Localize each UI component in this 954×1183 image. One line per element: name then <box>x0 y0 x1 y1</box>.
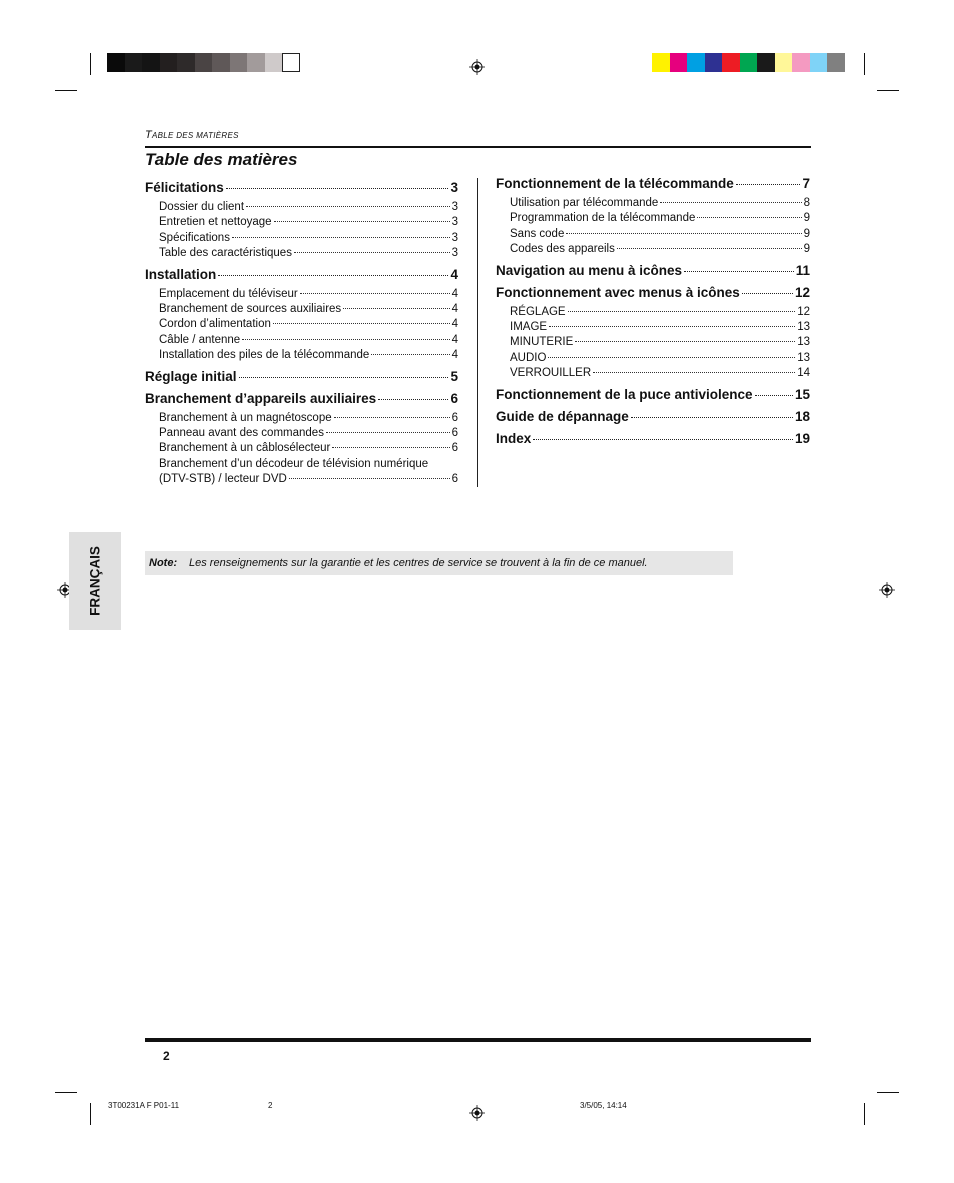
toc-page-number: 8 <box>803 197 810 209</box>
toc-page-number: 3 <box>451 201 458 213</box>
leader-dots <box>736 184 801 185</box>
leader-dots <box>660 202 801 203</box>
leader-dots <box>239 377 449 378</box>
header-rule <box>145 146 811 148</box>
footer-rule <box>145 1038 811 1042</box>
color-swatch <box>775 53 793 72</box>
toc-entry <box>145 267 458 287</box>
toc-subentry <box>510 243 810 258</box>
running-head: TABLE DES MATIÈRES <box>145 129 239 141</box>
color-swatch <box>810 53 828 72</box>
toc-page-number: 6 <box>451 411 458 424</box>
toc-subentry <box>159 216 458 231</box>
toc-subentry <box>510 197 810 212</box>
page-title: Table des matières <box>145 150 298 169</box>
leader-dots <box>617 248 802 249</box>
toc-entry <box>145 391 458 411</box>
toc-subentry <box>159 458 458 473</box>
toc-subentry <box>510 212 810 227</box>
toc-entry-label: Installation <box>145 266 217 282</box>
toc-page-number: 4 <box>451 349 458 362</box>
leader-dots <box>631 417 793 418</box>
leader-dots <box>566 233 801 234</box>
color-swatch <box>722 53 740 72</box>
toc-entry-label: IMAGE <box>510 320 548 333</box>
toc-entry-label: Cordon d’alimentation <box>159 318 271 331</box>
color-swatch <box>265 53 283 72</box>
crop-mark <box>90 53 91 75</box>
toc-entry-label: Programmation de la télécommande <box>510 212 696 225</box>
page-number: 2 <box>163 1049 170 1063</box>
leader-dots <box>371 354 449 355</box>
leader-dots <box>226 188 449 189</box>
toc-page-number: 14 <box>797 367 810 380</box>
toc-subentry <box>510 367 810 382</box>
language-tab-label: FRANÇAIS <box>87 546 103 616</box>
leader-dots <box>343 308 449 309</box>
leader-dots <box>548 357 795 358</box>
toc-entry-label: Sans code <box>510 227 565 240</box>
crop-mark <box>55 90 77 91</box>
toc-entry-label: Fonctionnement de la télécommande <box>496 176 734 191</box>
toc-subentry <box>159 232 458 247</box>
crop-mark <box>90 1103 91 1125</box>
column-divider <box>477 178 478 487</box>
toc-page-number: 15 <box>794 386 810 402</box>
toc-page-number: 4 <box>450 266 458 282</box>
toc-subentry <box>159 349 458 364</box>
toc-entry <box>496 431 810 451</box>
toc-page-number: 9 <box>803 212 810 225</box>
toc-page-number: 4 <box>451 302 458 315</box>
leader-dots <box>378 399 448 400</box>
toc-entry-label: Panneau avant des commandes <box>159 426 324 439</box>
color-swatch <box>125 53 143 72</box>
toc-subentry <box>159 318 458 333</box>
color-swatch <box>827 53 845 72</box>
toc-entry-label: AUDIO <box>510 351 547 364</box>
toc-page-number: 4 <box>451 287 458 300</box>
toc-page-number: 13 <box>797 320 810 333</box>
toc-right-column <box>496 176 810 451</box>
toc-page-number: 3 <box>450 180 458 195</box>
toc-page-number: 9 <box>803 227 810 240</box>
leader-dots <box>755 395 793 396</box>
color-swatch <box>652 53 670 72</box>
toc-subentry <box>510 306 810 321</box>
color-swatch <box>177 53 195 72</box>
toc-entry-label: Fonctionnement de la puce antiviolence <box>496 386 753 402</box>
note-label: Note: <box>149 557 178 569</box>
color-swatch <box>282 53 300 72</box>
toc-page-number: 6 <box>451 426 458 439</box>
color-swatch <box>212 53 230 72</box>
leader-dots <box>274 221 450 222</box>
toc-page-number: 19 <box>794 430 810 446</box>
leader-dots <box>334 417 450 418</box>
toc-entry-label: (DTV-STB) / lecteur DVD <box>159 473 287 486</box>
toc-page-number: 12 <box>794 284 810 300</box>
registration-mark-icon <box>469 1105 485 1121</box>
toc-page-number: 9 <box>803 243 810 256</box>
leader-dots <box>549 326 795 327</box>
toc-entry-label: Spécifications <box>159 231 230 244</box>
toc-entry-label: Navigation au menu à icônes <box>496 262 683 278</box>
toc-page-number: 5 <box>450 368 458 384</box>
crop-mark <box>877 90 899 91</box>
leader-dots <box>294 252 450 253</box>
toc-subentry <box>510 336 810 351</box>
color-swatch <box>230 53 248 72</box>
leader-dots <box>684 271 794 272</box>
toc-subentry <box>159 473 458 488</box>
toc-page-number: 3 <box>451 231 458 244</box>
toc-subentry <box>159 303 458 318</box>
crop-mark <box>864 1103 865 1125</box>
color-swatch <box>247 53 265 72</box>
toc-page-number: 12 <box>797 305 810 318</box>
toc-subentry <box>159 412 458 427</box>
toc-page-number: 4 <box>451 318 458 331</box>
toc-entry-label: Installation des piles de la télécommande <box>159 349 370 362</box>
toc-subentry <box>510 352 810 367</box>
toc-entry <box>496 409 810 429</box>
leader-dots <box>697 217 801 218</box>
color-swatch <box>195 53 213 72</box>
toc-page-number: 3 <box>451 216 458 229</box>
slug-date: 3/5/05, 14:14 <box>580 1101 627 1110</box>
toc-entry <box>496 285 810 305</box>
language-tab <box>69 532 121 630</box>
toc-subentry <box>159 247 458 262</box>
leader-dots <box>332 447 449 448</box>
toc-entry-label: Emplacement du téléviseur <box>159 287 298 300</box>
toc-page-number: 13 <box>797 351 810 364</box>
color-swatch <box>757 53 775 72</box>
toc-page-number: 11 <box>795 262 810 278</box>
toc-entry-label: VERROUILLER <box>510 367 592 380</box>
toc-entry-label: Index <box>496 430 532 446</box>
cmyk-color-bar <box>652 53 845 72</box>
leader-dots <box>232 237 450 238</box>
toc-page-number: 3 <box>451 247 458 260</box>
leader-dots <box>593 372 795 373</box>
toc-entry-label: Table des caractéristiques <box>159 247 292 260</box>
grayscale-color-bar <box>107 53 300 72</box>
toc-entry-label: Fonctionnement avec menus à icônes <box>496 284 740 300</box>
toc-entry-label: Dossier du client <box>159 201 245 213</box>
toc-page-number: 6 <box>451 442 458 455</box>
toc-entry-label: Branchement d’appareils auxiliaires <box>145 390 377 406</box>
toc-subentry <box>159 334 458 349</box>
toc-subentry <box>159 427 458 442</box>
color-swatch <box>740 53 758 72</box>
leader-dots <box>289 478 450 479</box>
toc-entry-label: RÉGLAGE <box>510 305 566 318</box>
toc-subentry <box>159 288 458 303</box>
toc-entry <box>496 387 810 407</box>
leader-dots <box>575 341 795 342</box>
toc-entry-label: Réglage initial <box>145 368 237 384</box>
toc-entry-label: Branchement d’un décodeur de télévision numérique <box>159 457 429 470</box>
toc-subentry <box>510 321 810 336</box>
toc-page-number: 7 <box>802 176 810 191</box>
leader-dots <box>246 206 450 207</box>
toc-page-number: 6 <box>451 473 458 486</box>
leader-dots <box>742 293 793 294</box>
toc-subentry <box>510 228 810 243</box>
toc-page-number: 18 <box>794 408 810 424</box>
crop-mark <box>864 53 865 75</box>
slug-page: 2 <box>268 1101 273 1110</box>
toc-entry-label: Félicitations <box>145 180 224 195</box>
toc-entry-label: MINUTERIE <box>510 336 574 349</box>
registration-mark-icon <box>469 59 485 75</box>
toc-entry-label: Branchement de sources auxiliaires <box>159 302 342 315</box>
color-swatch <box>142 53 160 72</box>
toc-entry <box>496 176 810 196</box>
toc-page-number: 4 <box>451 333 458 346</box>
toc-subentry <box>159 442 458 457</box>
slug-file: 3T00231A F P01-11 <box>108 1101 180 1110</box>
color-swatch <box>792 53 810 72</box>
leader-dots <box>218 275 448 276</box>
toc-entry-label: Branchement à un magnétoscope <box>159 411 332 424</box>
color-swatch <box>670 53 688 72</box>
toc-entry-label: Câble / antenne <box>159 333 241 346</box>
toc-entry <box>496 263 810 283</box>
note-text: Les renseignements sur la garantie et les centres de service se trouvent à la fin de ce manuel. <box>189 557 648 569</box>
color-swatch <box>705 53 723 72</box>
toc-entry <box>145 369 458 389</box>
note-box <box>145 551 733 575</box>
toc-page-number: 6 <box>450 390 458 406</box>
toc-entry <box>145 180 458 200</box>
color-swatch <box>687 53 705 72</box>
crop-mark <box>877 1092 899 1093</box>
leader-dots <box>326 432 450 433</box>
toc-entry-label: Entretien et nettoyage <box>159 216 272 229</box>
toc-page-number: 13 <box>797 336 810 349</box>
toc-subentry <box>159 201 458 216</box>
leader-dots <box>242 339 449 340</box>
leader-dots <box>273 323 450 324</box>
leader-dots <box>533 439 793 440</box>
color-swatch <box>160 53 178 72</box>
crop-mark <box>55 1092 77 1093</box>
toc-left-column <box>145 180 458 488</box>
toc-entry-label: Utilisation par télécommande <box>510 197 659 209</box>
registration-mark-icon <box>879 582 895 598</box>
toc-entry-label: Guide de dépannage <box>496 408 629 424</box>
leader-dots <box>568 311 796 312</box>
toc-entry-label: Codes des appareils <box>510 243 615 256</box>
leader-dots <box>300 293 450 294</box>
color-swatch <box>107 53 125 72</box>
toc-entry-label: Branchement à un câblosélecteur <box>159 442 331 455</box>
